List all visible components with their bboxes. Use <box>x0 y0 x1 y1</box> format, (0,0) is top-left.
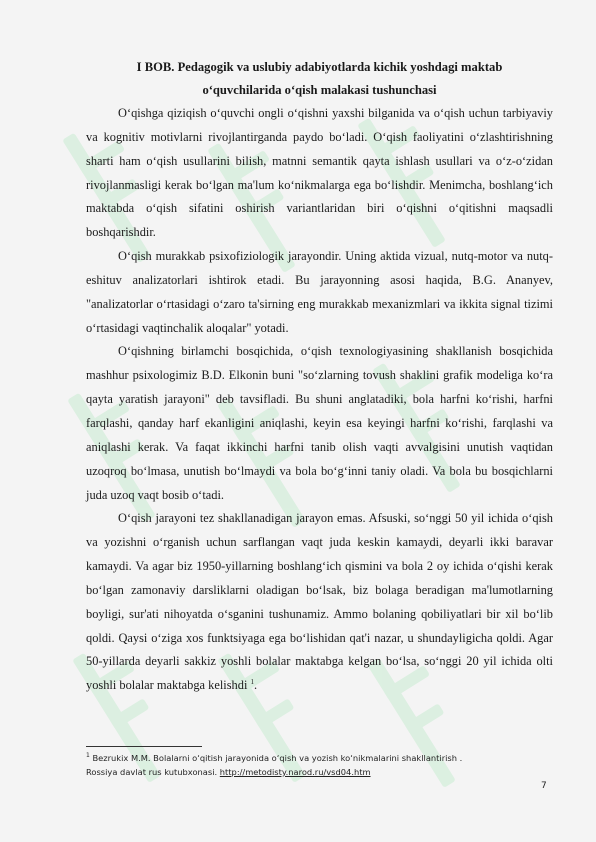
paragraph-1: O‘qishga qiziqish o‘quvchi ongli o‘qishni yaxshi bilganida va o‘qish uchun tarbiyaviy va kognitiv motivlarni rivojlantirganda paydo bo‘ladi. O‘qish faoliyatini o‘zlashtirishning sharti ham o‘qish usullarini bilish, matnni semantik qayta ishlash usullari va o‘z-o‘zidan rivojlanmasligi kerak bo‘lgan ma'lum ko‘nikmalarga ega bo‘lishdir. Menimcha, boshlang‘ich maktabda o‘qish sifatini oshirish variantlaridan biri o‘qishni o‘qitishni maqsadli boshqarishdir. <box>86 106 553 240</box>
paragraph-4-end: . <box>254 678 258 693</box>
document-body <box>86 56 553 698</box>
footnote-citation: Bezrukix M.M. Bolalarni o‘qitish jarayonida o‘qish va yozish ko‘nikmalarini shakllantirish . <box>89 753 463 763</box>
footnote-link[interactable]: http://metodisty.narod.ru/vsd04.htm <box>219 767 371 777</box>
footnote-source: Rossiya davlat rus kutubxonasi. <box>86 767 220 777</box>
footnote <box>86 751 556 779</box>
footnote-marker: 1 <box>86 752 90 760</box>
paragraph-3: O‘qishning birlamchi bosqichida, o‘qish texnologiyasining shakllanish bosqichida mashhur psixologimiz B.D. Elkonin buni "so‘zlarning tovush shaklini grafik modeliga ko‘ra qayta yaratish jarayoni" deb tavsifladi. Bu shuni anglatadiki, bola harfni ko‘rishi, harfni farqlashi, qanday harf ekanligini aniqlashi, keyin esa keyingi harfni ko‘rishi, farqlashi va aniqlashi kerak. Va faqat ikkinchi harfni tanib olish vaqti avvalgisini unutish vaqtidan uzoqroq bo‘lmasa, unutish bo‘lmaydi va bola bo‘g‘inni taniy oladi. Va bola bu bosqichlarni juda uzoq vaqt bosib o‘tadi. <box>86 344 553 502</box>
footnote-separator <box>86 746 202 747</box>
chapter-heading-line-1: I BOB. Pedagogik va uslubiy adabiyotlarda kichik yoshdagi maktab <box>136 60 503 74</box>
paragraph-4-text: O‘qish jarayoni tez shakllanadigan jarayon emas. Afsuski, so‘nggi 50 yil ichida o‘qish va yozishni o‘rganish uchun sarflangan vaqt juda keskin kamaydi, deyarli ikki baravar kamaydi. Va agar biz 1950-yillarning boshlang‘ich qismini va bola 2 oy ichida o‘qishi kerak bo‘lgan zamonaviy darsliklarni oladigan bo‘lsak, biz bolaga beradigan ma'lumotlarning boyligi, sur'ati nihoyatda o‘sganini tushunamiz. Ammo bolaning qobiliyatlari bir xil bo‘lib qoldi. Qaysi o‘ziga xos funktsiyaga ega bo‘lishidan qat'i nazar, u shundayligicha qoldi. Agar 50-yillarda deyarli sakkiz yoshli bolalar maktabga kelgan bo‘lsa, so‘nggi 20 yil ichida olti yoshli bolalar maktabga kelishdi <box>86 511 553 693</box>
footnote-reference[interactable]: 1 <box>250 678 254 687</box>
chapter-heading-line-2: o‘quvchilarida o‘qish malakasi tushunchasi <box>202 83 437 97</box>
chapter-heading <box>86 56 553 102</box>
page-number: 7 <box>541 781 547 791</box>
paragraph-2: O‘qish murakkab psixofiziologik jarayondir. Uning aktida vizual, nutq-motor va nutq-eshituv analizatorlari ishtirok etadi. Bu jarayonning asosi haqida, B.G. Ananyev, "analizatorlar o‘rtasidagi o‘zaro ta'sirning eng murakkab mexanizmlari va ikkita signal tizimi o‘rtasidagi vaqtinchalik aloqalar" yotadi. <box>86 249 553 335</box>
paragraph-4 <box>86 507 553 698</box>
